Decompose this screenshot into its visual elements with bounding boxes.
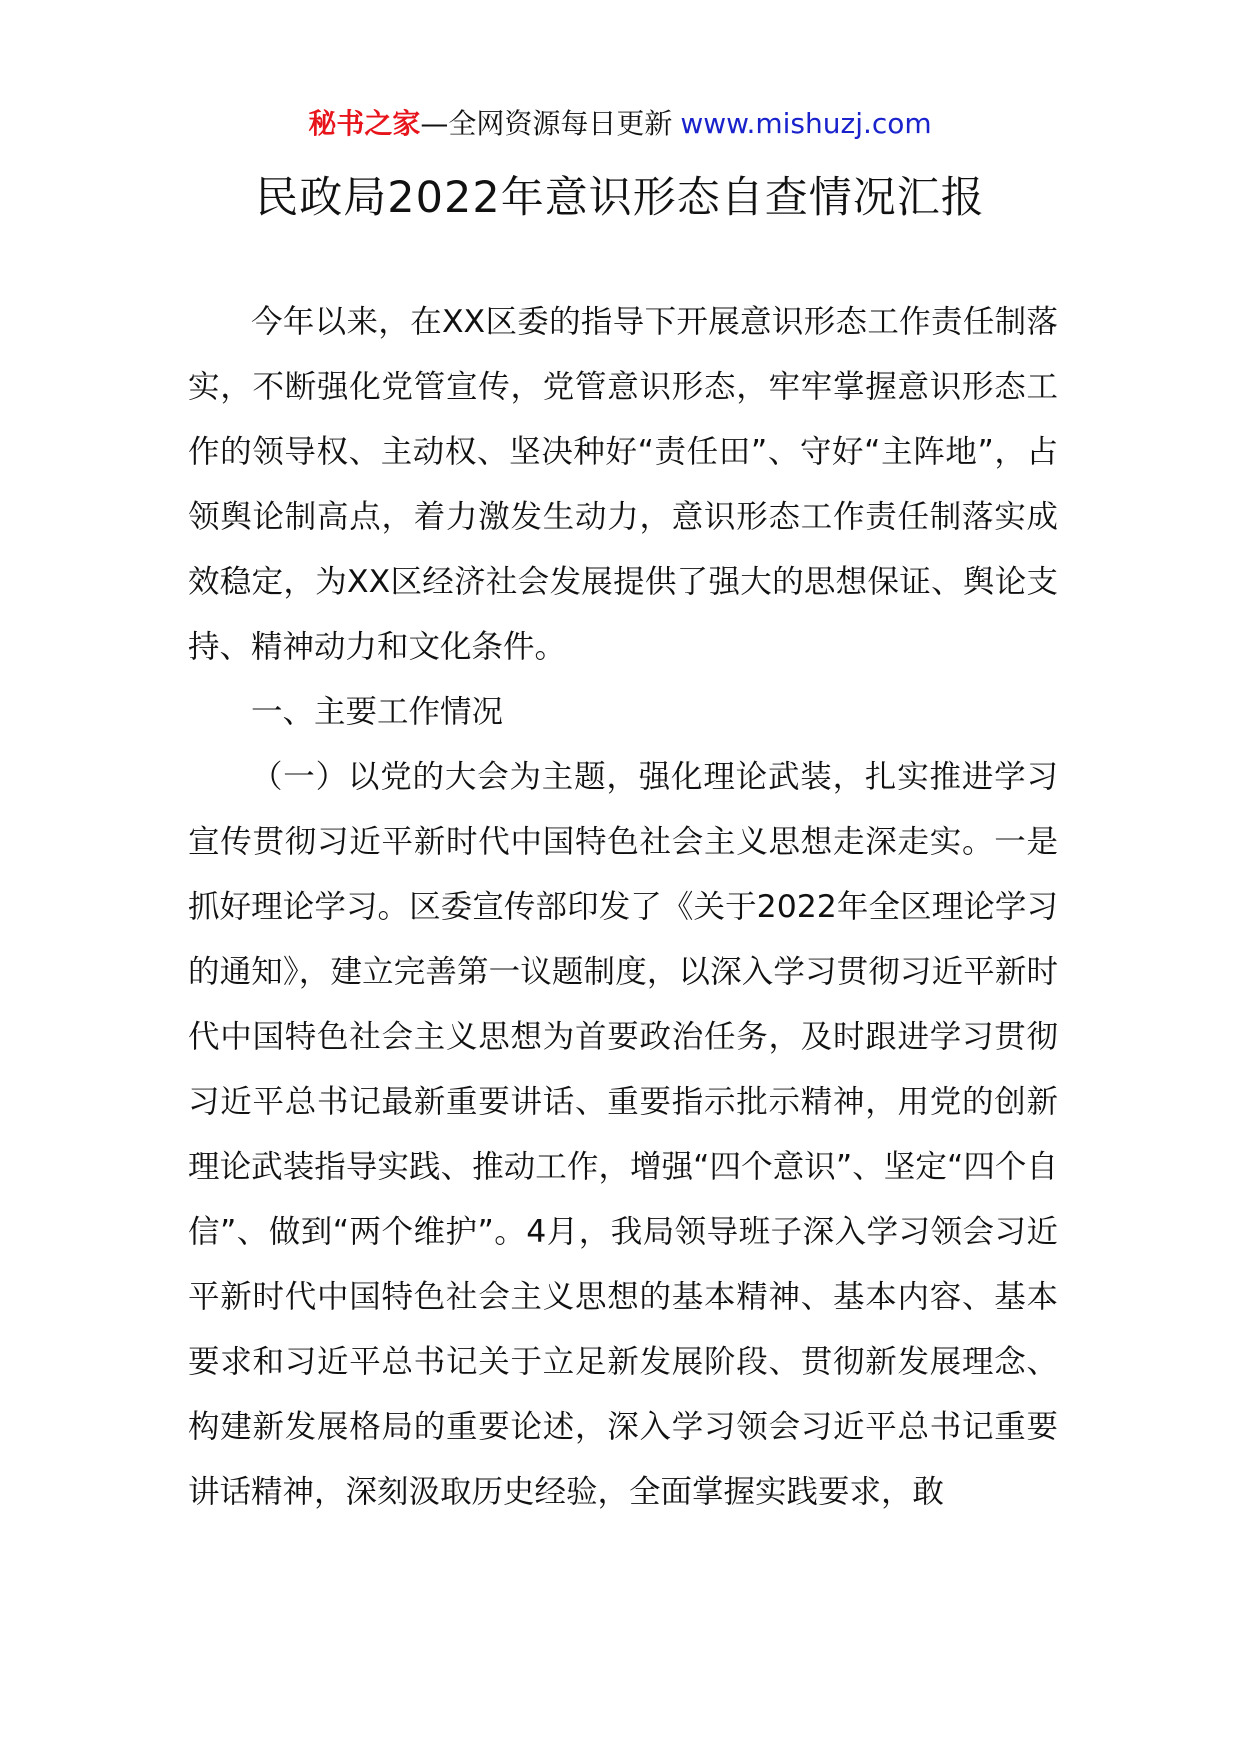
site-header	[0, 104, 1240, 144]
section-heading: 一、主要工作情况	[251, 694, 504, 730]
document-title: 民政局2022年意识形态自查情况汇报	[255, 173, 985, 223]
document-body	[188, 290, 1058, 1525]
brand-name: 秘书之家	[308, 107, 421, 140]
body-paragraph: （一）以党的大会为主题，强化理论武装，扎实推进学习宣传贯彻习近平新时代中国特色社会主义思想走深走实。一是抓好理论学习。区委宣传部印发了《关于2022年全区理论学习的通知》，建立完善第一议题制度，以深入学习贯彻习近平新时代中国特色社会主义思想为首要政治任务，及时跟进学习贯彻习近平总书记最新重要讲话、重要指示批示精神，用党的创新理论武装指导实践、推动工作，增强“四个意识”、坚定“四个自信”、做到“两个维护”。4月，我局领导班子深入学习领会习近平新时代中国特色社会主义思想的基本精神、基本内容、基本要求和习近平总书记关于立足新发展阶段、贯彻新发展理念、构建新发展格局的重要论述，深入学习领会习近平总书记重要讲话精神，深刻汲取历史经验，全面掌握实践要求，敢	[188, 759, 1058, 1510]
site-link[interactable]: www.mishuzj.com	[680, 107, 932, 140]
header-tagline: —全网资源每日更新	[420, 107, 673, 140]
intro-paragraph: 今年以来，在XX区委的指导下开展意识形态工作责任制落实，不断强化党管宣传，党管意识形态，牢牢掌握意识形态工作的领导权、主动权、坚决种好“责任田”、守好“主阵地”，占领舆论制高点，着力激发生动力，意识形态工作责任制落实成效稳定，为XX区经济社会发展提供了强大的思想保证、舆论支持、精神动力和文化条件。	[188, 304, 1058, 665]
